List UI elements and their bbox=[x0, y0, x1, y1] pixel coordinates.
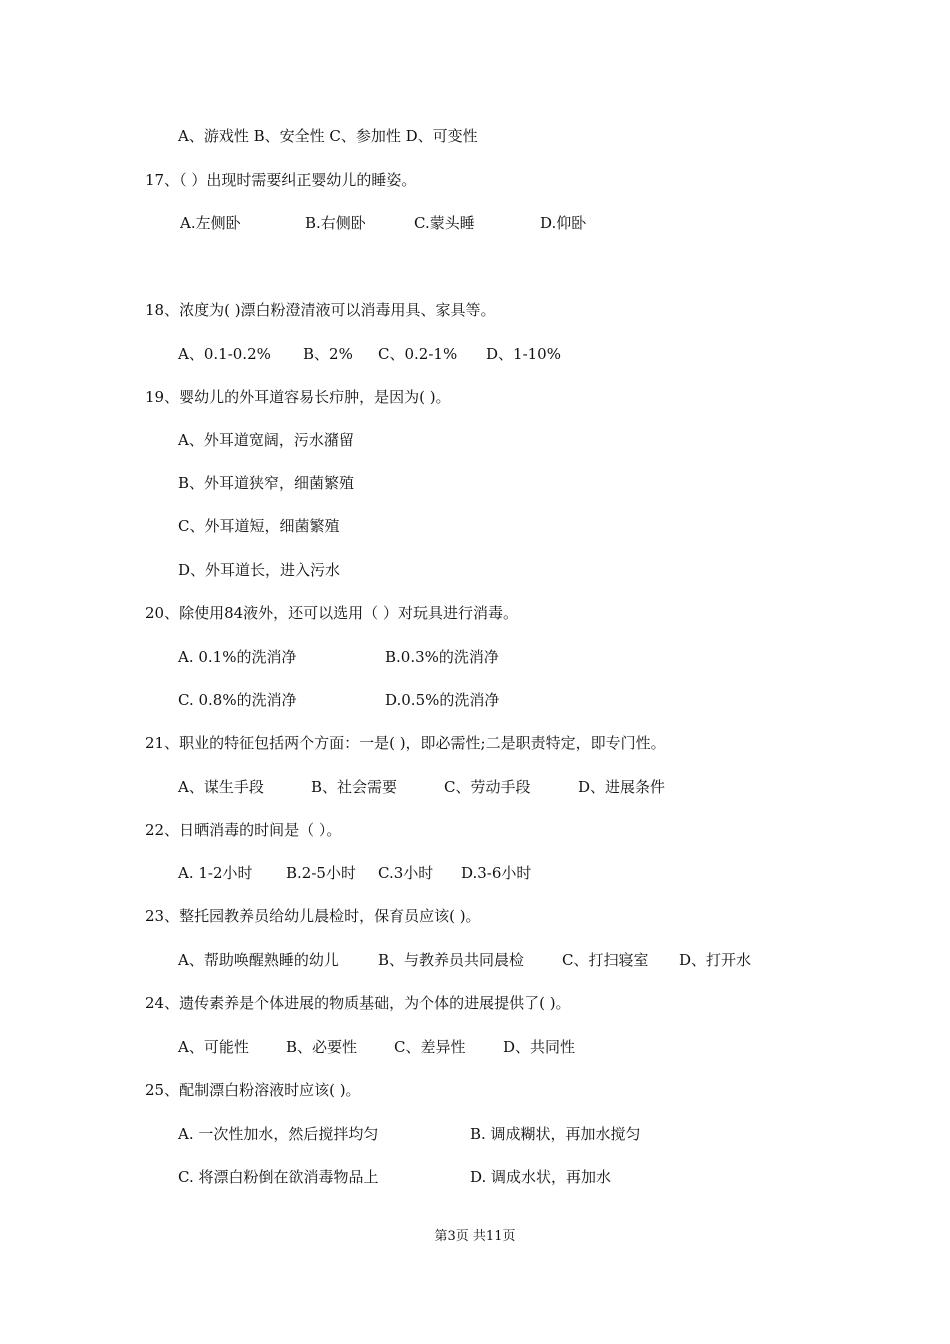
question-19-option-a: A、外耳道宽阔，污水潴留 bbox=[178, 431, 354, 449]
question-21-option-c: C、劳动手段 bbox=[444, 778, 531, 796]
question-17-option-b: B.右侧卧 bbox=[305, 214, 366, 232]
question-23-option-c: C、打扫寝室 bbox=[562, 951, 649, 969]
question-20-option-d: D.0.5%的洗消净 bbox=[385, 691, 500, 709]
question-18-option-b: B、2% bbox=[303, 345, 353, 363]
question-20-option-b: B.0.3%的洗消净 bbox=[385, 648, 499, 666]
question-22-option-c: C.3小时 bbox=[378, 864, 434, 882]
question-19-stem: 19、婴幼儿的外耳道容易长疖肿，是因为( )。 bbox=[145, 388, 451, 406]
question-21-option-b: B、社会需要 bbox=[311, 778, 398, 796]
question-20-option-a: A. 0.1%的洗消净 bbox=[178, 648, 297, 666]
page-footer: 第3页 共11页 bbox=[434, 1229, 516, 1244]
question-18-option-d: D、1-10% bbox=[486, 345, 561, 363]
question-23-option-b: B、与教养员共同晨检 bbox=[378, 951, 525, 969]
question-22-stem: 22、日晒消毒的时间是（ ）。 bbox=[145, 821, 342, 839]
question-17-option-d: D.仰卧 bbox=[540, 214, 587, 232]
question-24-stem: 24、遗传素养是个体进展的物质基础，为个体的进展提供了( )。 bbox=[145, 994, 571, 1012]
question-24-option-d: D、共同性 bbox=[503, 1038, 576, 1056]
question-25-stem: 25、配制漂白粉溶液时应该( )。 bbox=[145, 1081, 361, 1099]
question-24-option-c: C、差异性 bbox=[394, 1038, 466, 1056]
question-17-option-a: A.左侧卧 bbox=[180, 214, 241, 232]
question-25-option-c: C. 将漂白粉倒在欲消毒物品上 bbox=[178, 1168, 379, 1186]
question-23-stem: 23、整托园教养员给幼儿晨检时，保育员应该( )。 bbox=[145, 907, 481, 925]
question-21-option-a: A、谋生手段 bbox=[178, 778, 264, 796]
question-23-option-d: D、打开水 bbox=[679, 951, 752, 969]
question-22-option-a: A. 1-2小时 bbox=[178, 864, 253, 882]
question-21-option-d: D、进展条件 bbox=[578, 778, 666, 796]
question-20-stem: 20、除使用84液外，还可以选用（ ）对玩具进行消毒。 bbox=[145, 604, 518, 622]
question-25-option-b: B. 调成糊状，再加水搅匀 bbox=[470, 1125, 641, 1143]
question-18-option-c: C、0.2-1% bbox=[378, 345, 458, 363]
question-24-option-b: B、必要性 bbox=[286, 1038, 358, 1056]
question-19-option-d: D、外耳道长，进入污水 bbox=[178, 561, 341, 579]
question-22-option-d: D.3-6小时 bbox=[461, 864, 532, 882]
question-20-option-c: C. 0.8%的洗消净 bbox=[178, 691, 297, 709]
question-25-option-d: D. 调成水状，再加水 bbox=[470, 1168, 612, 1186]
question-19-option-c: C、外耳道短，细菌繁殖 bbox=[178, 517, 340, 535]
question-17-stem: 17、（ ）出现时需要纠正婴幼儿的睡姿。 bbox=[145, 171, 417, 189]
question-16-options: A、游戏性 B、安全性 C、参加性 D、可变性 bbox=[178, 127, 478, 145]
question-19-option-b: B、外耳道狭窄，细菌繁殖 bbox=[178, 474, 355, 492]
question-25-option-a: A. 一次性加水，然后搅拌均匀 bbox=[178, 1125, 379, 1143]
question-17-option-c: C.蒙头睡 bbox=[414, 214, 475, 232]
question-21-stem: 21、职业的特征包括两个方面：一是( )，即必需性;二是职责特定，即专门性。 bbox=[145, 734, 666, 752]
question-18-option-a: A、0.1-0.2% bbox=[178, 345, 271, 363]
question-22-option-b: B.2-5小时 bbox=[286, 864, 356, 882]
question-24-option-a: A、可能性 bbox=[178, 1038, 249, 1056]
question-23-option-a: A、帮助唤醒熟睡的幼儿 bbox=[178, 951, 339, 969]
question-18-stem: 18、浓度为( )漂白粉澄清液可以消毒用具、家具等。 bbox=[145, 301, 496, 319]
